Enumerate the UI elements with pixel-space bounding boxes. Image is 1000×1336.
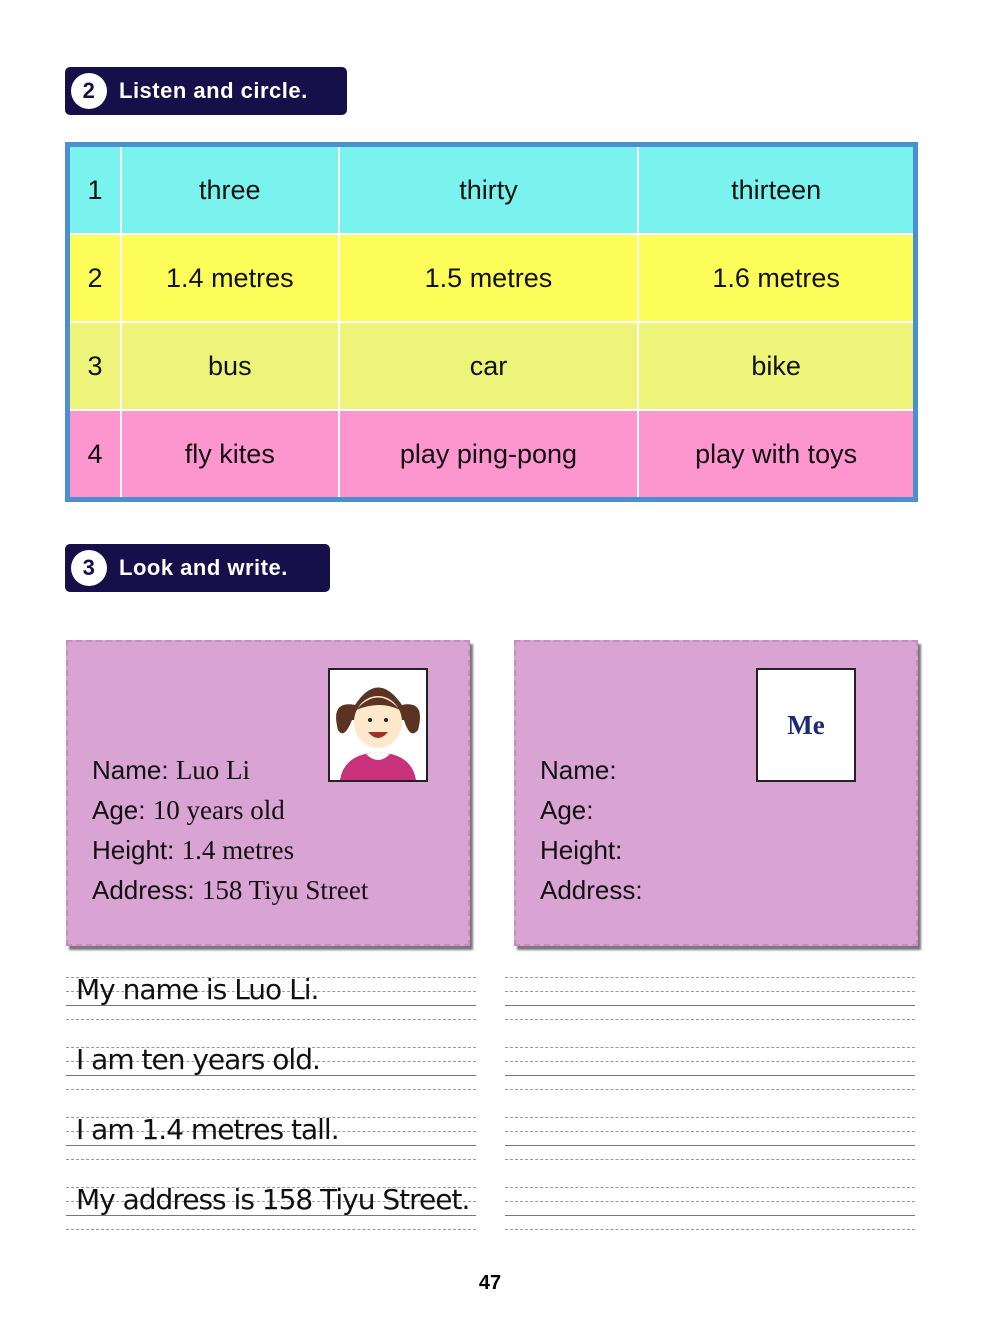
writing-line[interactable] xyxy=(505,1187,915,1257)
option-cell[interactable]: car xyxy=(339,322,639,410)
writing-line xyxy=(66,1183,476,1257)
name-label: Name: xyxy=(92,755,169,785)
height-value: 1.4 metres xyxy=(181,835,295,865)
option-cell[interactable]: fly kites xyxy=(121,410,339,500)
section-number: 2 xyxy=(71,73,107,109)
me-photo-box: Me xyxy=(756,668,856,782)
option-cell[interactable]: three xyxy=(121,145,339,235)
row-number: 2 xyxy=(68,234,122,322)
option-cell[interactable]: 1.6 metres xyxy=(638,234,915,322)
sentence: I am ten years old. xyxy=(76,1043,320,1076)
option-cell[interactable]: thirty xyxy=(339,145,639,235)
section-number: 3 xyxy=(71,550,107,586)
option-cell[interactable]: bike xyxy=(638,322,915,410)
blank-writing-lines[interactable] xyxy=(505,977,915,1257)
option-cell[interactable]: bus xyxy=(121,322,339,410)
age-value: 10 years old xyxy=(152,795,285,825)
age-label: Age: xyxy=(92,795,146,825)
table-row xyxy=(68,410,916,500)
name-label: Name: xyxy=(540,755,617,785)
writing-line xyxy=(66,1043,476,1117)
writing-line[interactable] xyxy=(505,977,915,1047)
listen-circle-table xyxy=(65,142,918,502)
luo-li-card xyxy=(66,640,470,946)
me-card xyxy=(514,640,918,946)
sentence: I am 1.4 metres tall. xyxy=(76,1113,339,1146)
row-number: 1 xyxy=(68,145,122,235)
section-2-header xyxy=(65,67,347,115)
table-row xyxy=(68,322,916,410)
height-label: Height: xyxy=(92,835,175,865)
name-value: Luo Li xyxy=(175,755,251,785)
sentence: My address is 158 Tiyu Street. xyxy=(76,1183,470,1216)
option-cell[interactable]: 1.5 metres xyxy=(339,234,639,322)
section-3-header xyxy=(65,544,330,592)
section-title: Listen and circle. xyxy=(119,78,308,103)
page-number: 47 xyxy=(478,1272,502,1294)
writing-line xyxy=(66,973,476,1047)
height-label: Height: xyxy=(540,835,623,865)
age-label: Age: xyxy=(540,795,594,825)
sentence: My name is Luo Li. xyxy=(76,973,319,1006)
address-label: Address: xyxy=(540,875,643,905)
option-cell[interactable]: play with toys xyxy=(638,410,915,500)
address-value: 158 Tiyu Street xyxy=(201,875,369,905)
row-number: 4 xyxy=(68,410,122,500)
table-row xyxy=(68,234,916,322)
address-label: Address: xyxy=(92,875,195,905)
option-cell[interactable]: 1.4 metres xyxy=(121,234,339,322)
writing-line[interactable] xyxy=(505,1047,915,1117)
option-cell[interactable]: thirteen xyxy=(638,145,915,235)
table-row xyxy=(68,145,916,235)
example-writing-lines xyxy=(66,973,476,1257)
writing-line[interactable] xyxy=(505,1117,915,1187)
option-cell[interactable]: play ping-pong xyxy=(339,410,639,500)
me-details xyxy=(540,750,643,910)
luo-li-details xyxy=(92,750,368,910)
writing-line xyxy=(66,1113,476,1187)
row-number: 3 xyxy=(68,322,122,410)
section-title: Look and write. xyxy=(119,555,288,580)
